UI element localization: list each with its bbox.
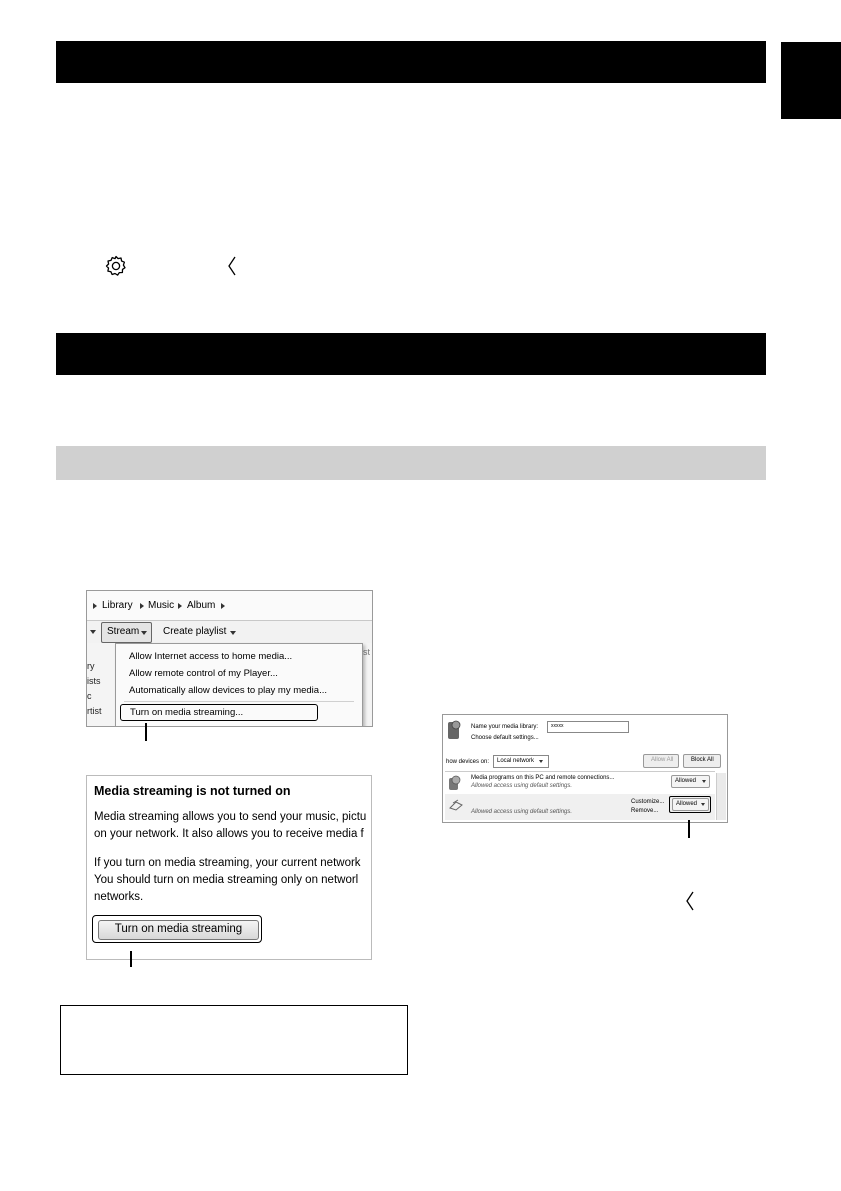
row2-status-value: Allowed	[676, 801, 698, 807]
allow-all-label: Allow All	[651, 757, 674, 763]
create-playlist-button[interactable]: Create playlist	[163, 626, 227, 637]
nav-partial-text: c	[87, 691, 92, 701]
menu-item-auto-allow-devices[interactable]: Automatically allow devices to play my media...	[129, 685, 327, 696]
column-partial-text: st	[363, 647, 371, 657]
stream-button[interactable]	[101, 622, 152, 643]
back-chevron-icon	[684, 890, 696, 912]
highlight-frame	[669, 796, 711, 813]
subsection-header-bar	[56, 446, 766, 480]
divider	[445, 771, 715, 772]
stream-button-label: Stream	[107, 626, 140, 637]
dialog-text-line: networks.	[94, 891, 144, 903]
breadcrumb-library[interactable]: Library	[102, 600, 133, 611]
row1-status-value: Allowed	[675, 778, 697, 784]
breadcrumb-music[interactable]: Music	[148, 600, 175, 611]
callout-line	[688, 820, 690, 838]
allow-all-button[interactable]	[643, 754, 679, 768]
breadcrumb-arrow-icon	[140, 603, 144, 609]
library-name-input[interactable]	[547, 721, 629, 733]
chevron-down-icon	[230, 631, 236, 635]
chevron-down-icon	[141, 631, 147, 635]
breadcrumb	[87, 591, 372, 621]
dialog-text-line: If you turn on media streaming, your current network	[94, 857, 361, 869]
device-icon	[449, 799, 463, 811]
chevron-down-icon	[90, 630, 96, 634]
section-header-bar-1	[56, 41, 766, 83]
back-chevron-icon	[226, 255, 238, 277]
media-streaming-options-screenshot	[442, 714, 728, 823]
row1-title: Media programs on this PC and remote connections...	[471, 775, 615, 781]
library-name-value: xxxxx	[551, 723, 564, 729]
show-devices-label: how devices on:	[446, 759, 490, 765]
library-name-label: Name your media library:	[471, 724, 539, 730]
row1-subtitle: Allowed access using default settings.	[471, 783, 573, 789]
breadcrumb-arrow-icon	[93, 603, 97, 609]
dialog-text-line: You should turn on media streaming only on networl	[94, 874, 359, 886]
breadcrumb-arrow-icon	[221, 603, 225, 609]
block-all-button[interactable]	[683, 754, 721, 768]
button-label: Turn on media streaming	[114, 923, 243, 935]
note-box	[60, 1005, 408, 1075]
media-library-icon	[446, 719, 462, 741]
menu-item-allow-remote-control[interactable]: Allow remote control of my Player...	[129, 668, 278, 679]
menu-separator	[124, 701, 354, 702]
nav-partial-text: ists	[87, 676, 101, 686]
row1-status-select[interactable]	[671, 775, 710, 788]
customize-link[interactable]: Customize...	[631, 799, 665, 805]
breadcrumb-album[interactable]: Album	[187, 600, 216, 611]
chevron-down-icon	[539, 760, 543, 763]
remove-link[interactable]: Remove...	[631, 808, 659, 814]
highlight-frame	[120, 704, 318, 721]
chevron-down-icon	[702, 780, 706, 783]
network-select[interactable]	[493, 755, 549, 768]
menu-item-allow-internet-access[interactable]: Allow Internet access to home media...	[129, 651, 293, 662]
stream-dropdown-menu	[115, 643, 363, 727]
callout-line	[145, 723, 147, 741]
media-streaming-dialog-screenshot	[86, 775, 372, 960]
row2-subtitle: Allowed access using default settings.	[471, 809, 573, 815]
dialog-text-line: Media streaming allows you to send your music, pictu	[94, 811, 367, 823]
callout-line	[130, 951, 132, 967]
dialog-text-line: on your network. It also allows you to receive media f	[94, 828, 364, 840]
section-header-bar-2	[56, 333, 766, 375]
network-select-value: Local network	[497, 758, 535, 764]
nav-partial-text: ry	[87, 661, 95, 671]
breadcrumb-arrow-icon	[178, 603, 182, 609]
gear-icon	[104, 254, 128, 278]
media-program-icon	[448, 775, 462, 791]
side-tab	[781, 42, 841, 119]
dialog-title: Media streaming is not turned on	[94, 784, 291, 798]
block-all-label: Block All	[691, 757, 714, 763]
scrollbar[interactable]	[716, 773, 726, 820]
highlight-frame	[92, 915, 262, 943]
nav-partial-text: rtist	[87, 706, 102, 716]
menu-item-turn-on-media-streaming[interactable]: Turn on media streaming...	[130, 707, 244, 718]
stream-menu-screenshot	[86, 590, 373, 727]
choose-default-settings-link[interactable]: Choose default settings...	[471, 735, 539, 741]
